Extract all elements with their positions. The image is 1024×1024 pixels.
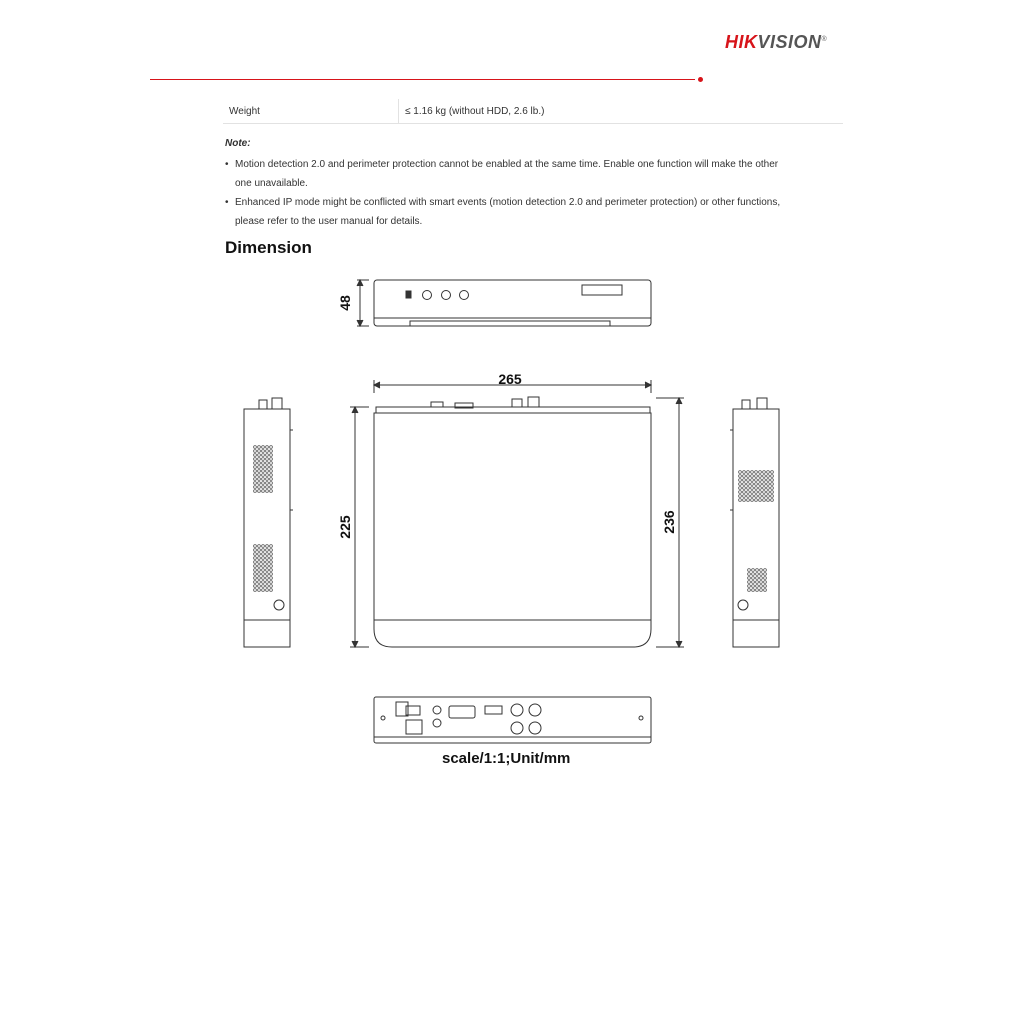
top-view-drawing: [374, 397, 651, 647]
bullet-icon: •: [225, 159, 229, 170]
dimension-label-265: 265: [498, 371, 522, 387]
left-side-view-drawing: [244, 398, 293, 647]
rear-view-drawing: [374, 697, 651, 743]
list-item: [225, 155, 785, 193]
section-title-dimension: Dimension: [225, 238, 312, 257]
dimension-label-236: 236: [661, 510, 677, 534]
logo-vision: VISION: [757, 32, 822, 52]
front-view-drawing: [374, 280, 651, 326]
right-side-view-drawing: [730, 398, 779, 647]
note-title: Note:: [225, 138, 251, 149]
vent-grid-right-fan: [739, 471, 774, 502]
note-text: Enhanced IP mode might be conflicted with smart events (motion detection 2.0 and perimeter protection) or other functions, please refer to the user manual for details.: [235, 197, 781, 227]
scale-caption: scale/1:1;Unit/mm: [442, 750, 571, 767]
table-row: [223, 99, 843, 124]
header-divider: [150, 79, 695, 80]
dimension-label-48: 48: [337, 295, 353, 311]
hikvision-logo: [725, 32, 827, 53]
logo-registered-mark: ®: [821, 36, 828, 43]
spec-value: ≤ 1.16 kg (without HDD, 2.6 lb.): [399, 99, 844, 124]
header-divider-dot: [698, 77, 703, 82]
spec-table: [223, 99, 843, 124]
list-item: [225, 193, 785, 231]
vent-grid-left-lower: [254, 545, 273, 592]
dimension-label-225: 225: [337, 515, 353, 539]
spec-key: Weight: [223, 99, 399, 124]
logo-hik: HIK: [725, 32, 758, 52]
vent-grid-left-upper: [254, 446, 273, 493]
note-list: [225, 155, 785, 231]
dimension-drawing: [220, 270, 790, 750]
vent-grid-right-lower: [748, 569, 767, 592]
note-text: Motion detection 2.0 and perimeter protection cannot be enabled at the same time. Enable one function will make the other one unavailable.: [235, 159, 779, 189]
bullet-icon: •: [225, 197, 229, 208]
